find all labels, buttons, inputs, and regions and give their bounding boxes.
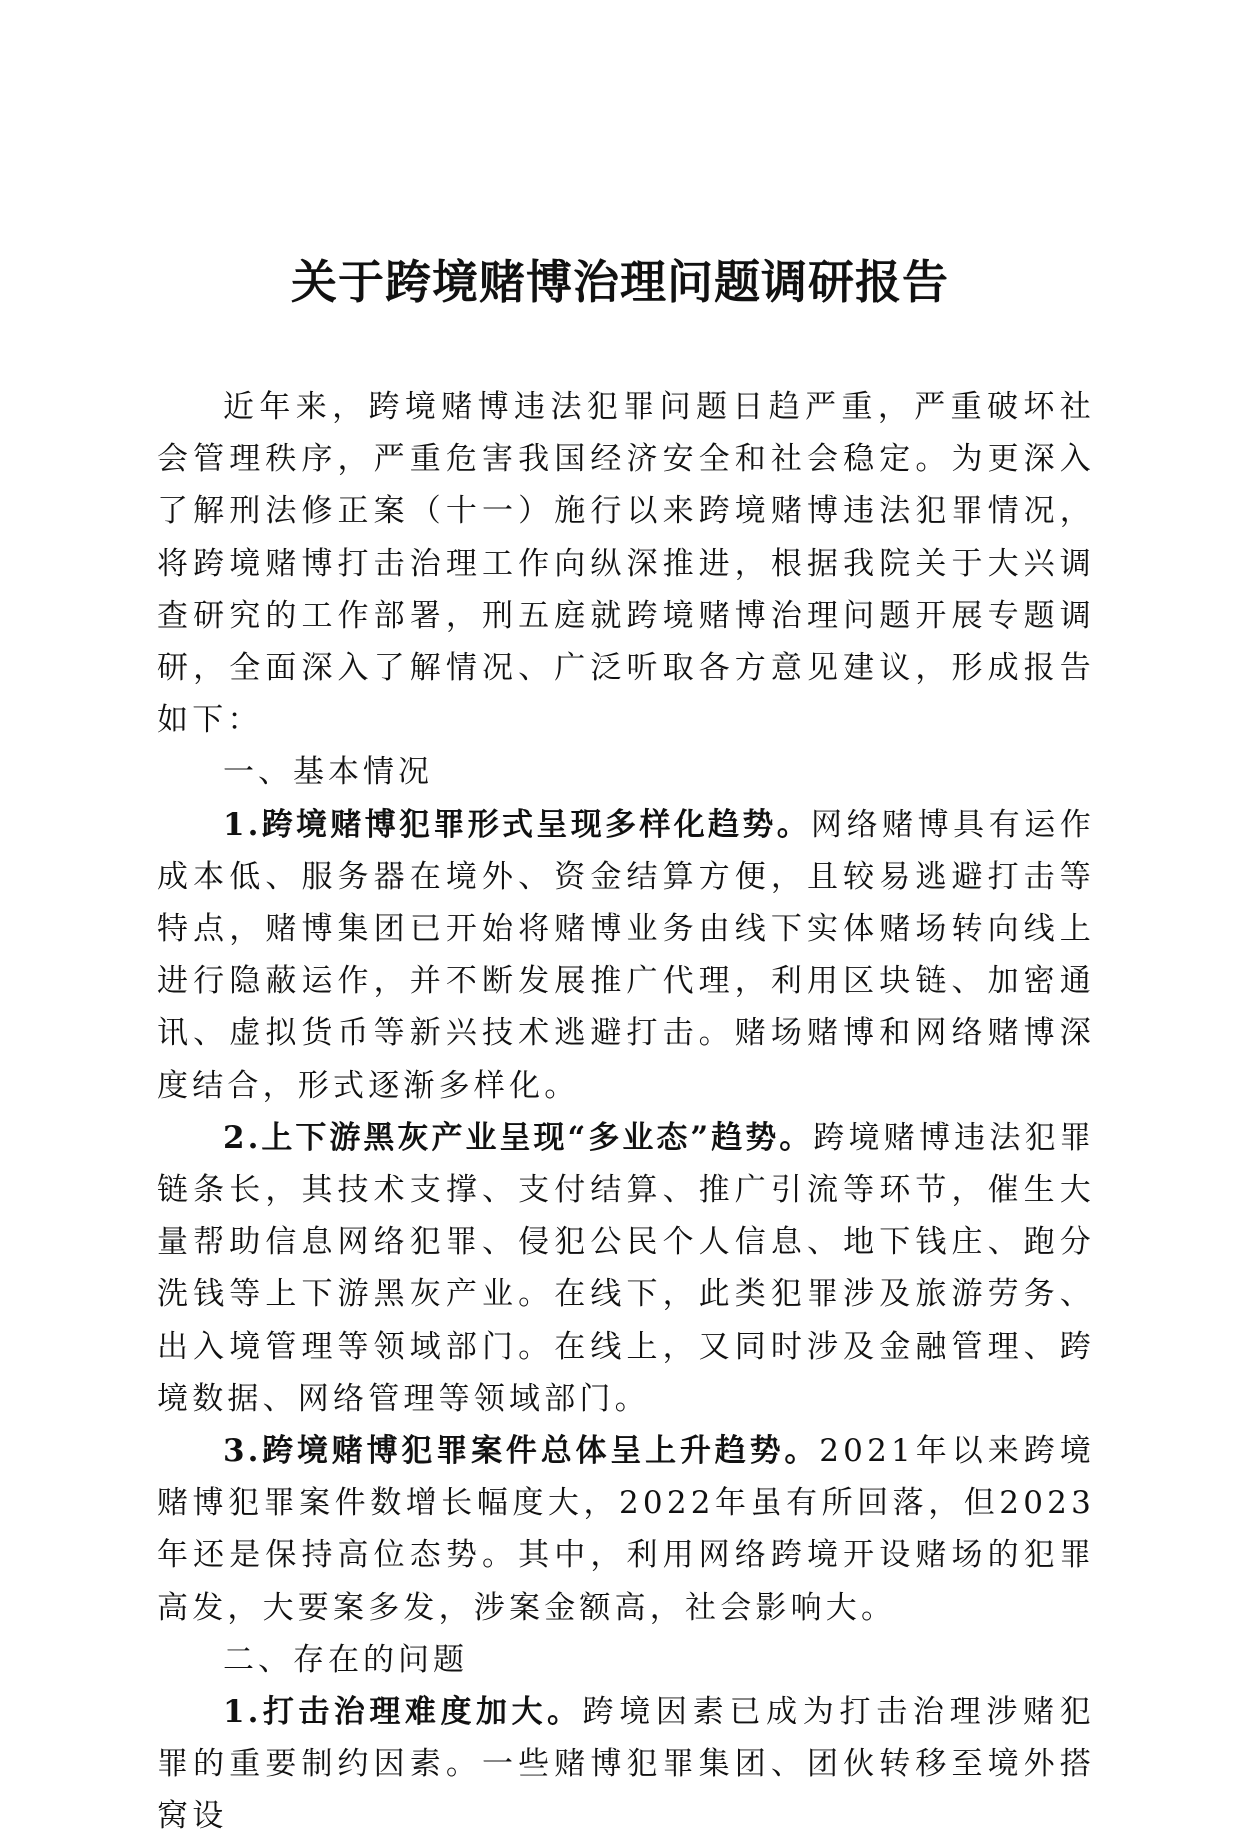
item-lead: 1.打击治理难度加大。: [223, 1694, 583, 1731]
document-title: 关于跨境赌博治理问题调研报告: [291, 255, 949, 309]
item-text: 跨境赌博违法犯罪链条长，其技术支撑、支付结算、推广引流等环节，催生大量帮助信息网络犯罪、侵犯公民个人信息、地下钱庄、跑分洗钱等上下游黑灰产业。在线下，此类犯罪涉及旅游劳务、出入境管理等领域部门。在线上，又同时涉及金融管理、跨境数据、网络管理等领域部门。: [157, 1119, 1095, 1417]
item-lead: 2.上下游黑灰产业呈现“多业态”趋势。: [223, 1119, 814, 1156]
section-heading-basic: 一、基本情况: [223, 754, 433, 791]
item-text: 跨境因素已成为打击治理涉赌犯罪的重要制约因素。一些赌博犯罪集团、团伙转移至境外搭窝设: [157, 1694, 1095, 1835]
section-heading-problems: 二、存在的问题: [223, 1641, 468, 1678]
section2-item-1: [157, 1686, 1095, 1843]
section1-item-1: [157, 799, 1095, 1112]
item-text: 2021年以来跨境赌博犯罪案件数增长幅度大，2022年虽有所回落，但2023年还是保持高位态势。其中，利用网络跨境开设赌场的犯罪高发，大要案多发，涉案金额高，社会影响大。: [157, 1433, 1095, 1626]
section1-item-3: [157, 1425, 1095, 1634]
item-lead: 3.跨境赌博犯罪案件总体呈上升趋势。: [223, 1433, 820, 1470]
intro-paragraph: 近年来，跨境赌博违法犯罪问题日趋严重，严重破坏社会管理秩序，严重危害我国经济安全和社会稳定。为更深入了解刑法修正案（十一）施行以来跨境赌博违法犯罪情况，将跨境赌博打击治理工作向纵深推进，根据我院关于大兴调查研究的工作部署，刑五庭就跨境赌博治理问题开展专题调研，全面深入了解情况、广泛听取各方意见建议，形成报告如下：: [157, 389, 1095, 739]
section1-item-2: [157, 1112, 1095, 1425]
item-text: 网络赌博具有运作成本低、服务器在境外、资金结算方便，且较易逃避打击等特点，赌博集团已开始将赌博业务由线下实体赌场转向线上进行隐蔽运作，并不断发展推广代理，利用区块链、加密通讯、虚拟货币等新兴技术逃避打击。赌场赌博和网络赌博深度结合，形式逐渐多样化。: [157, 806, 1095, 1104]
document-body: [157, 381, 1095, 1843]
item-lead: 1.跨境赌博犯罪形式呈现多样化趋势。: [223, 806, 812, 843]
